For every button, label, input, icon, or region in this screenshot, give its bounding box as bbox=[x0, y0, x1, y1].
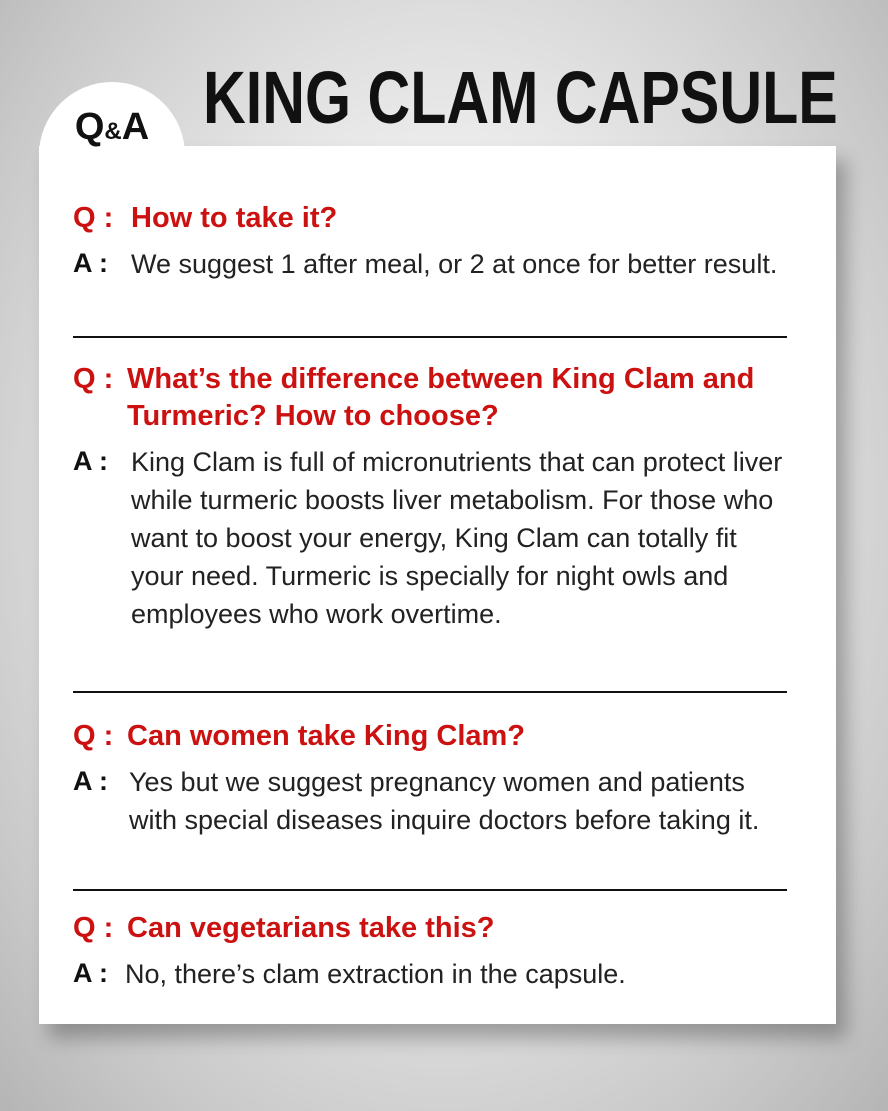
answer-prefix: A : bbox=[73, 766, 108, 796]
qa-tab-a: A bbox=[121, 106, 150, 148]
question-row bbox=[73, 910, 793, 947]
question-row bbox=[73, 718, 793, 755]
qa-tab-amp: & bbox=[104, 118, 122, 145]
divider bbox=[73, 691, 787, 693]
answer-text: We suggest 1 after meal, or 2 at once for better result. bbox=[131, 249, 778, 279]
answer-row bbox=[73, 955, 793, 993]
answer-prefix: A : bbox=[73, 958, 108, 988]
divider bbox=[73, 889, 787, 891]
qa-tab-label bbox=[39, 106, 185, 149]
question-prefix: Q : bbox=[73, 202, 114, 234]
page-title: KING CLAM CAPSULE bbox=[203, 56, 838, 139]
answer-prefix: A : bbox=[73, 248, 108, 278]
question-row bbox=[73, 361, 793, 435]
qa-tab-q: Q bbox=[74, 106, 105, 148]
question-row bbox=[73, 200, 793, 237]
faq-item-4 bbox=[73, 910, 793, 993]
answer-row bbox=[73, 245, 793, 283]
question-prefix: Q : bbox=[73, 720, 114, 752]
answer-text: Yes but we suggest pregnancy women and patients with special diseases inquire doctors before taking it. bbox=[129, 767, 760, 835]
question-text: What’s the difference between King Clam and Turmeric? How to choose? bbox=[127, 363, 755, 432]
answer-row bbox=[73, 763, 793, 839]
answer-text: King Clam is full of micronutrients that can protect liver while turmeric boosts liver metabolism. For those who want to boost your energy, King Clam can totally fit your need. Turmeric is specially for night owls and employees who work overtime. bbox=[131, 447, 783, 629]
answer-row bbox=[73, 443, 793, 633]
faq-item-3 bbox=[73, 718, 793, 839]
divider bbox=[73, 336, 787, 338]
question-text: Can vegetarians take this? bbox=[127, 912, 495, 944]
question-text: How to take it? bbox=[131, 202, 338, 234]
question-text: Can women take King Clam? bbox=[127, 720, 526, 752]
answer-text: No, there’s clam extraction in the capsule. bbox=[125, 959, 626, 989]
qa-tab bbox=[39, 82, 185, 172]
answer-prefix: A : bbox=[73, 446, 108, 476]
question-prefix: Q : bbox=[73, 363, 114, 395]
faq-item-2 bbox=[73, 361, 793, 633]
faq-item-1 bbox=[73, 200, 793, 283]
question-prefix: Q : bbox=[73, 912, 114, 944]
qa-card bbox=[39, 146, 836, 1024]
